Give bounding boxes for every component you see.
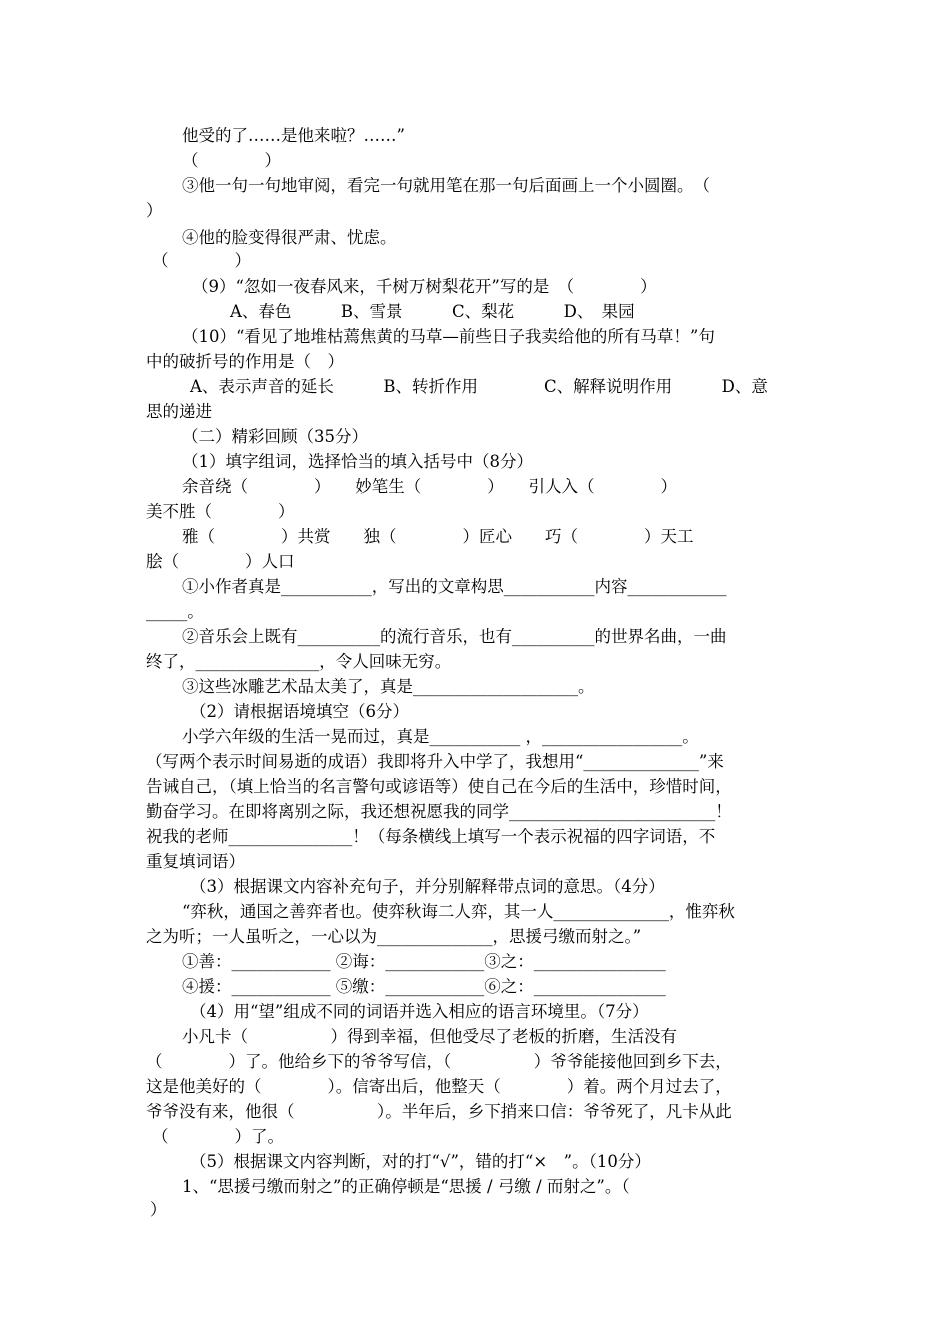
- text-line: 之为听；一人虽听之，一心以为______________，思援弓缴而射之。”: [146, 927, 642, 946]
- text-line: 小学六年级的生活一晃而过，真是___________ ，_________________。: [182, 727, 699, 746]
- text-line: 勤奋学习。在即将离别之际，我还想祝愿我的同学_________________________！: [146, 802, 732, 821]
- question-heading: （5）根据课文内容判断，对的打“√”，错的打“× ”。（10分）: [190, 1152, 651, 1171]
- text-line: ③他一句一句地审阅，看完一句就用笔在那一句后面画上一个小圆圈。 （: [182, 176, 710, 195]
- text-line: ④他的脸变得很严肃、忧虑。: [182, 228, 397, 247]
- text-line: 中的破折号的作用是（ ）: [146, 352, 344, 371]
- text-line: ①小作者真是___________，写出的文章构思___________内容____________: [182, 577, 727, 596]
- question-9: （9）“忽如一夜春风来，千树万树梨花开”写的是 （ ）: [192, 277, 657, 296]
- text-line: （写两个表示时间易逝的成语）我即将升入中学了，我想用“______________”来: [146, 752, 724, 771]
- choice-options: A、春色 B、雪景 C、梨花 D、 果园: [230, 302, 635, 321]
- text-line: 1、“思援弓缴而射之”的正确停顿是“思援 / 弓缴 / 而射之”。（: [182, 1177, 630, 1196]
- answer-bracket: （ ）: [152, 251, 251, 270]
- text-line: ）: [150, 1200, 167, 1219]
- section-heading: （二）精彩回顾（35分）: [182, 427, 368, 446]
- text-line: ①善：____________ ②诲：____________③之：________________: [182, 952, 666, 971]
- text-line: 小凡卡（ ）得到幸福，但他受尽了老板的折磨，生活没有: [182, 1027, 677, 1046]
- text-line: ③这些冰雕艺术品太美了，真是____________________。: [182, 677, 595, 696]
- question-heading: （4）用“望”组成不同的词语并选入相应的语言环境里。（7分）: [190, 1002, 649, 1021]
- text-line: 爷爷没有来，他很（ ）。半年后，乡下捎来口信：爷爷死了，凡卡从此: [146, 1102, 732, 1121]
- text-line: 这是他美好的（ ）。信寄出后，他整天（ ）着。两个月过去了，: [146, 1077, 732, 1096]
- text-line: 终了，_______________，令人回味无穷。: [146, 652, 452, 671]
- text-line: 祝我的老师_______________！（每条横线上填写一个表示祝福的四字词语，不: [146, 827, 716, 846]
- text-line: 他受的了……是他来啦？……”: [182, 126, 405, 145]
- text-line: （ ）了。: [152, 1127, 284, 1146]
- text-line: 美不胜（ ）: [146, 502, 295, 521]
- text-line: 重复填词语）: [146, 852, 245, 871]
- text-line: ④援：____________ ⑤缴：____________⑥之：________________: [182, 977, 666, 996]
- question-heading: （2）请根据语境填空（6分）: [190, 702, 409, 721]
- text-line: 思的递进: [146, 402, 212, 421]
- text-line: “弈秋，通国之善弈者也。使弈秋诲二人弈，其一人______________，惟弈秋: [182, 902, 735, 921]
- text-line: 告诫自己，（填上恰当的名言警句或谚语等）使自己在今后的生活中，珍惜时间，: [146, 777, 732, 796]
- text-line: （ ）了。他给乡下的爷爷写信，（ ）爷爷能接他回到乡下去，: [146, 1052, 732, 1071]
- text-line: ②音乐会上既有__________的流行音乐，也有__________的世界名曲，一曲: [182, 627, 727, 646]
- question-heading: （1）填字组词，选择恰当的填入括号中（8分）: [182, 452, 533, 471]
- question-10: （10）“看见了地堆枯蔫焦黄的马草—前些日子我卖给他的所有马草！”句: [182, 327, 715, 346]
- text-line: ）: [146, 201, 163, 220]
- text-line: 脍（ ）人口: [146, 552, 295, 571]
- question-heading: （3）根据课文内容补充句子，并分别解释带点词的意思。（4分）: [190, 877, 665, 896]
- text-line: 雅（ ）共赏 独（ ）匠心 巧（ ）天工: [182, 527, 694, 546]
- choice-options: A、表示声音的延长 B、转折作用 C、解释说明作用 D、意: [190, 377, 768, 396]
- text-line: 余音绕（ ） 妙笔生（ ） 引人入（ ）: [182, 477, 677, 496]
- text-line: _____。: [146, 602, 204, 621]
- answer-bracket: （ ）: [182, 151, 281, 170]
